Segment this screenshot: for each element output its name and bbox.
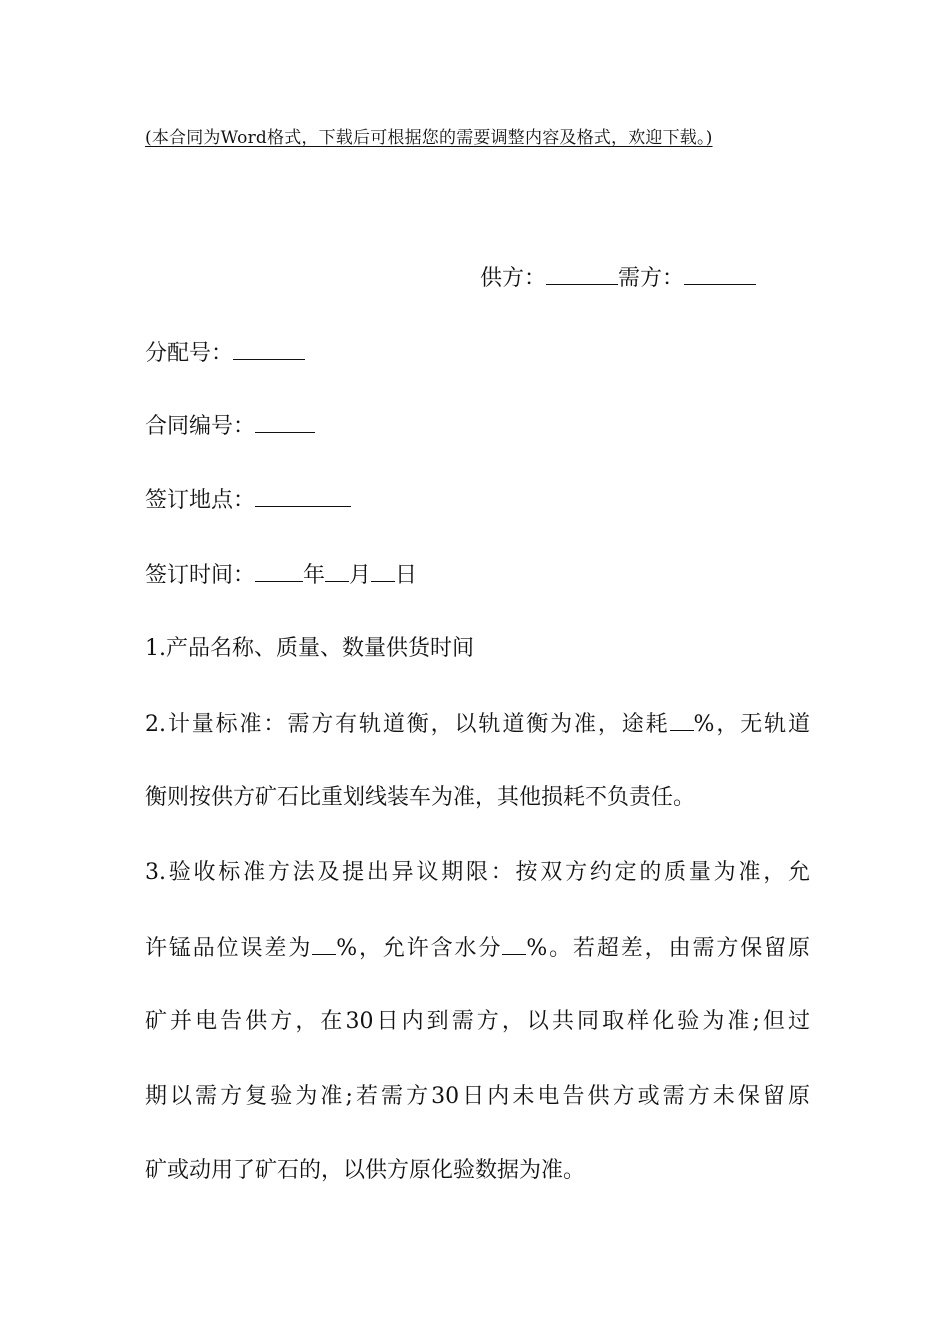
month-blank xyxy=(325,559,349,582)
month-label: 月 xyxy=(349,563,372,588)
clause-3-text-a: 许锰品位误差为 xyxy=(145,936,313,961)
clause-3-line-2 xyxy=(145,932,810,965)
clause-3-line-1: 3.验收标准方法及提出异议期限：按双方约定的质量为准，允 xyxy=(145,860,810,885)
transit-loss-blank xyxy=(670,708,694,731)
clause-3-text-c: %。若超差，由需方保留原 xyxy=(526,936,811,961)
clause-2-text-b: %，无轨道 xyxy=(693,712,811,737)
sign-time-line xyxy=(145,559,417,592)
contract-no-blank xyxy=(255,410,315,433)
buyer-blank xyxy=(684,262,756,285)
format-notice: (本合同为Word格式，下载后可根据您的需要调整内容及格式，欢迎下载。) xyxy=(145,128,713,148)
clause-3-text-b: %，允许含水分 xyxy=(336,936,503,961)
allocation-no-label: 分配号： xyxy=(145,341,234,366)
parties-line xyxy=(480,262,756,295)
sign-time-label: 签订时间： xyxy=(145,563,256,588)
year-label: 年 xyxy=(303,563,326,588)
buyer-label: 需方： xyxy=(618,266,685,291)
clause-2-text-a: 2.计量标准：需方有轨道衡，以轨道衡为准，途耗 xyxy=(145,712,670,737)
allocation-no-line xyxy=(145,337,305,370)
clause-3-line-3: 矿并电告供方，在30日内到需方，以共同取样化验为准;但过 xyxy=(145,1009,810,1034)
contract-no-line xyxy=(145,410,315,443)
clause-3-line-4: 期以需方复验为准;若需方30日内未电告供方或需方未保留原 xyxy=(145,1084,810,1109)
grade-error-blank xyxy=(312,932,336,955)
day-label: 日 xyxy=(395,563,418,588)
sign-place-blank xyxy=(255,484,351,507)
contract-no-label: 合同编号： xyxy=(145,414,256,439)
supplier-blank xyxy=(546,262,618,285)
supplier-label: 供方： xyxy=(480,266,547,291)
sign-place-label: 签订地点： xyxy=(145,488,256,513)
sign-place-line xyxy=(145,484,351,517)
allocation-no-blank xyxy=(233,337,305,360)
clause-2-line-1 xyxy=(145,708,810,741)
day-blank xyxy=(371,559,395,582)
clause-1: 1.产品名称、质量、数量供货时间 xyxy=(145,636,474,661)
moisture-blank xyxy=(502,932,526,955)
year-blank xyxy=(255,559,303,582)
clause-3-line-5: 矿或动用了矿石的，以供方原化验数据为准。 xyxy=(145,1158,586,1183)
clause-2-line-2: 衡则按供方矿石比重划线装车为准，其他损耗不负责任。 xyxy=(145,785,696,810)
